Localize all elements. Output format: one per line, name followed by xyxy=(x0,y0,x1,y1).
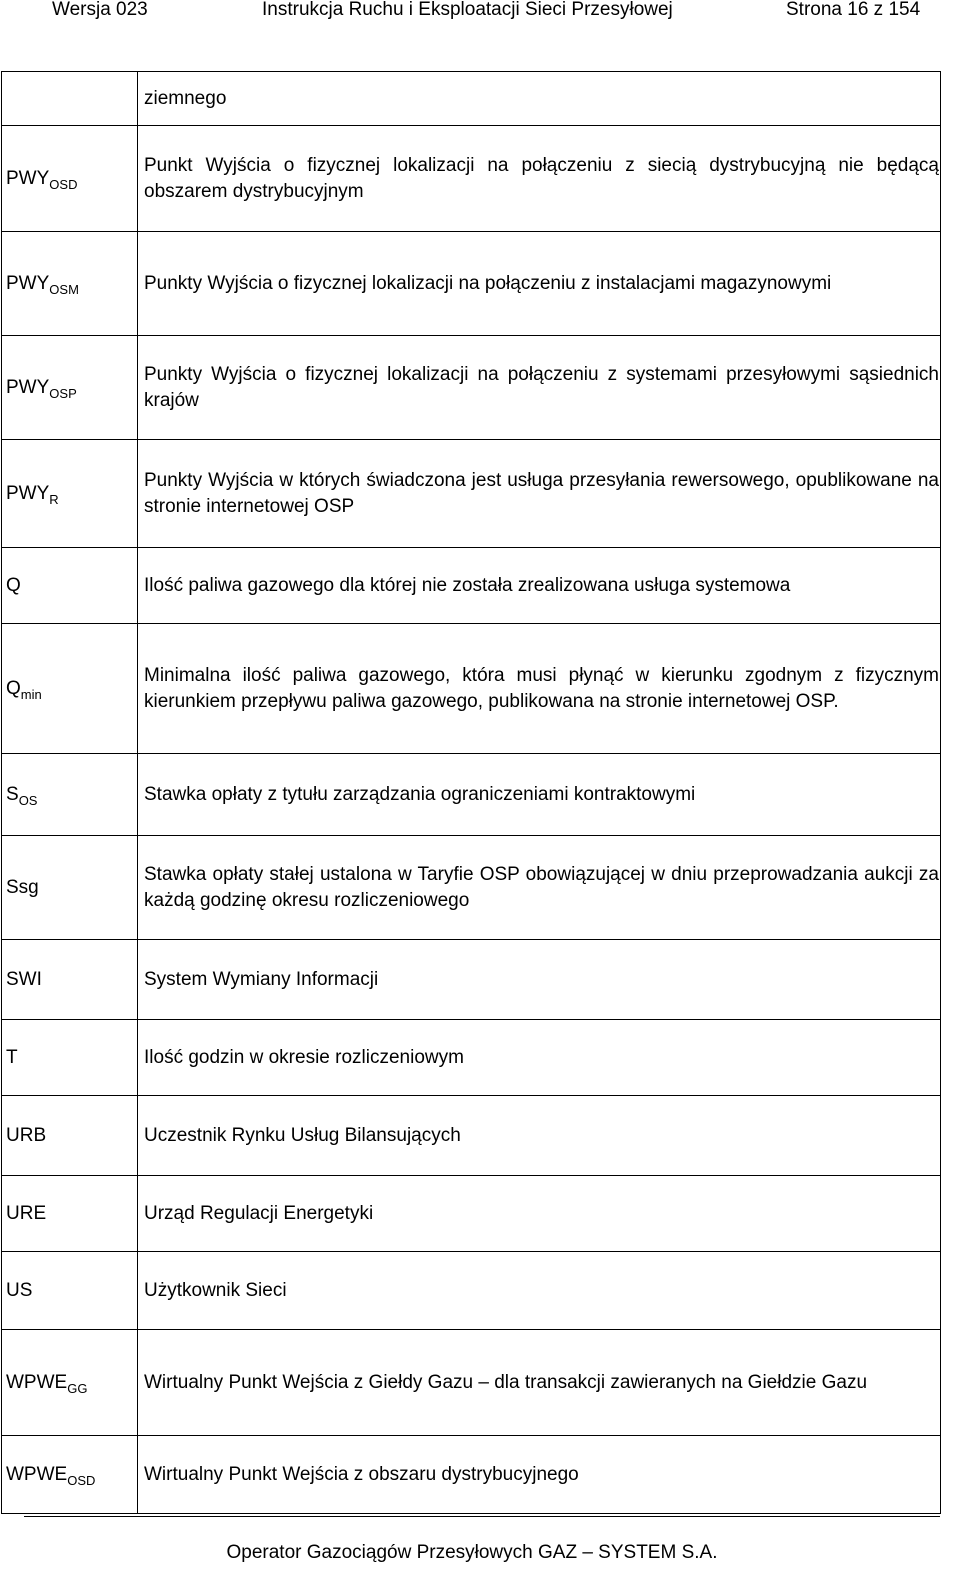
table-row xyxy=(2,836,941,940)
term-symbol xyxy=(2,836,138,940)
term-symbol-text: US xyxy=(6,1279,33,1301)
table-row xyxy=(2,1176,941,1252)
term-symbol-subscript: R xyxy=(49,491,59,507)
table-row xyxy=(2,72,941,126)
page-header xyxy=(0,0,960,26)
document-title: Instrukcja Ruchu i Eksploatacji Sieci Przesyłowej xyxy=(262,0,673,20)
term-symbol-subscript: OSD xyxy=(67,1472,96,1488)
table-row xyxy=(2,1252,941,1330)
table-row xyxy=(2,940,941,1020)
term-symbol xyxy=(2,1176,138,1252)
term-symbol-text: PWY xyxy=(6,272,50,294)
table-row xyxy=(2,126,941,232)
page-number: Strona 16 z 154 xyxy=(786,0,921,20)
term-symbol xyxy=(2,232,138,336)
term-description: Wirtualny Punkt Wejścia z obszaru dystrybucyjnego xyxy=(138,1436,941,1514)
definitions-table xyxy=(1,71,941,1514)
term-description: Punkty Wyjścia o fizycznej lokalizacji na połączeniu z systemami przesyłowymi sąsiednich krajów xyxy=(138,336,941,440)
term-symbol-text: URB xyxy=(6,1124,47,1146)
footer-company: Operator Gazociągów Przesyłowych GAZ – SYSTEM S.A. xyxy=(226,1542,718,1563)
table-row xyxy=(2,624,941,754)
term-description: Urząd Regulacji Energetyki xyxy=(138,1176,941,1252)
term-symbol-text: URE xyxy=(6,1202,47,1224)
term-symbol-subscript: OSP xyxy=(49,385,77,401)
term-symbol-text: WPWE xyxy=(6,1463,68,1485)
term-symbol xyxy=(2,940,138,1020)
footer-divider xyxy=(24,1516,940,1517)
term-symbol-text: SWI xyxy=(6,968,42,990)
term-description: Uczestnik Rynku Usług Bilansujących xyxy=(138,1096,941,1176)
term-symbol-text: T xyxy=(6,1046,18,1068)
term-description: ziemnego xyxy=(138,72,941,126)
term-symbol-subscript: OSD xyxy=(49,176,78,192)
term-description: Ilość godzin w okresie rozliczeniowym xyxy=(138,1020,941,1096)
term-symbol-text: Q xyxy=(6,677,21,699)
term-symbol xyxy=(2,1096,138,1176)
term-symbol-subscript: OS xyxy=(18,792,38,808)
term-description: Stawka opłaty z tytułu zarządzania ograniczeniami kontraktowymi xyxy=(138,754,941,836)
table-row xyxy=(2,1020,941,1096)
table-row xyxy=(2,1096,941,1176)
term-symbol-text: Ssg xyxy=(6,876,39,898)
term-description: Stawka opłaty stałej ustalona w Taryfie OSP obowiązującej w dniu przeprowadzania aukcji za każdą godzinę okresu rozliczeniowego xyxy=(138,836,941,940)
term-symbol-subscript: GG xyxy=(67,1380,88,1396)
term-symbol xyxy=(2,1436,138,1514)
term-symbol-text: PWY xyxy=(6,482,50,504)
term-description: Wirtualny Punkt Wejścia z Giełdy Gazu – dla transakcji zawieranych na Giełdzie Gazu xyxy=(138,1330,941,1436)
term-symbol xyxy=(2,548,138,624)
term-description: Punkt Wyjścia o fizycznej lokalizacji na połączeniu z siecią dystrybucyjną nie będącą obszarem dystrybucyjnym xyxy=(138,126,941,232)
term-symbol xyxy=(2,1020,138,1096)
term-description: Punkty Wyjścia w których świadczona jest usługa przesyłania rewersowego, opublikowane na stronie internetowej OSP xyxy=(138,440,941,548)
table-row xyxy=(2,232,941,336)
table-row xyxy=(2,336,941,440)
term-symbol-text: Q xyxy=(6,574,21,596)
term-description: Użytkownik Sieci xyxy=(138,1252,941,1330)
term-symbol xyxy=(2,72,138,126)
term-symbol xyxy=(2,754,138,836)
table-row xyxy=(2,548,941,624)
term-symbol xyxy=(2,440,138,548)
term-symbol-subscript: OSM xyxy=(49,281,79,297)
term-symbol xyxy=(2,126,138,232)
term-symbol xyxy=(2,1330,138,1436)
term-description: Punkty Wyjścia o fizycznej lokalizacji na połączeniu z instalacjami magazynowymi xyxy=(138,232,941,336)
term-description: System Wymiany Informacji xyxy=(138,940,941,1020)
term-symbol xyxy=(2,624,138,754)
term-symbol xyxy=(2,1252,138,1330)
term-symbol xyxy=(2,336,138,440)
term-symbol-subscript: min xyxy=(20,686,42,702)
table-row xyxy=(2,754,941,836)
term-symbol-text: PWY xyxy=(6,167,50,189)
table-row xyxy=(2,1436,941,1514)
term-description: Minimalna ilość paliwa gazowego, która musi płynąć w kierunku zgodnym z fizycznym kierunkiem przepływu paliwa gazowego, publikowana na stronie internetowej OSP. xyxy=(138,624,941,754)
term-description: Ilość paliwa gazowego dla której nie została zrealizowana usługa systemowa xyxy=(138,548,941,624)
term-symbol-text: S xyxy=(6,783,19,805)
table-row xyxy=(2,440,941,548)
table-row xyxy=(2,1330,941,1436)
term-symbol-text: PWY xyxy=(6,376,50,398)
term-symbol-text: WPWE xyxy=(6,1371,68,1393)
document-version: Wersja 023 xyxy=(52,0,148,20)
